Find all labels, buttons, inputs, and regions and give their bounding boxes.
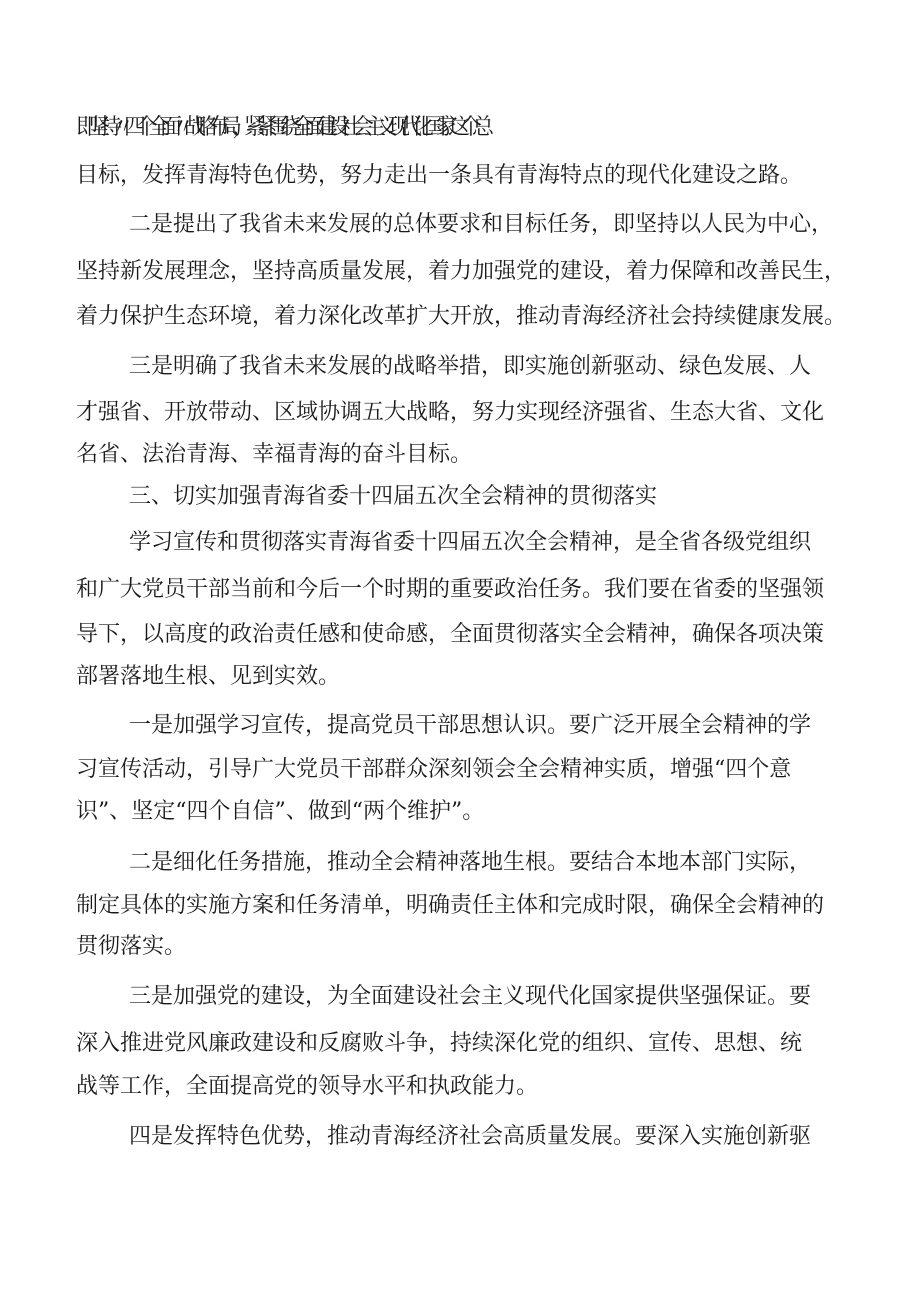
- paragraph-first-line: 三是加强党的建设，为全面建设社会主义现代化国家提供坚强保证。要: [129, 984, 812, 1009]
- section-heading: 三、切实加强青海省委十四届五次全会精神的贯彻落实: [129, 484, 658, 509]
- text-line: 导下，以高度的政治责任感和使命感，全面贯彻落实全会精神，确保各项决策: [76, 622, 825, 647]
- text-line: 目标，发挥青海特色优势，努力走出一条具有青海特点的现代化建设之路。: [76, 163, 803, 188]
- text-line: 习宣传活动，引导广大党员干部群众深刻领会全会精神实质，增强“四个意: [76, 757, 792, 782]
- text-line: 识”、坚定“四个自信”、做到“两个维护”。: [76, 799, 485, 824]
- paragraph-first-line: 学习宣传和贯彻落实青海省委十四届五次全会精神，是全省各级党组织: [129, 530, 812, 555]
- paragraph-first-line: 二是细化任务措施，推动全会精神落地生根。要结合本地本部门实际，: [129, 850, 812, 875]
- text-line: 才强省、开放带动、区域协调五大战略，努力实现经济强省、生态大省、文化: [76, 400, 825, 425]
- text-line: 着力保护生态环境，着力深化改革扩大开放，推动青海经济社会持续健康发展。: [76, 304, 847, 329]
- paragraph-first-line: 二是提出了我省未来发展的总体要求和目标任务，即坚持以人民为中心，: [129, 212, 834, 237]
- text-line: 坚持新发展理念，坚持高质量发展，着力加强党的建设，着力保障和改善民生，: [76, 259, 847, 284]
- paragraph-first-line: 三是明确了我省未来发展的战略举措，即实施创新驱动、绿色发展、人: [129, 354, 812, 379]
- paragraph-first-line: 四是发挥特色优势，推动青海经济社会高质量发展。要深入实施创新驱: [129, 1124, 812, 1149]
- text-line: 深入推进党风廉政建设和反腐败斗争，持续深化党的组织、宣传、思想、统: [76, 1031, 803, 1056]
- text-line: 制定具体的实施方案和任务清单，明确责任主体和完成时限，确保全会精神的: [76, 893, 825, 918]
- text-line: 即坚持〃四个全面〃战略布局，紧紧围绕全面建设社会主义现代化国家这个总: [76, 115, 485, 140]
- text-line: 和广大党员干部当前和今后一个时期的重要政治任务。我们要在省委的坚强领: [76, 577, 825, 602]
- text-line: 战等工作，全面提高党的领导水平和执政能力。: [76, 1074, 539, 1099]
- text-line: 贯彻落实。: [76, 934, 187, 959]
- text-line: 名省、法治青海、幸福青海的奋斗目标。: [76, 442, 473, 467]
- text-line: 部署落地生根、见到实效。: [76, 664, 341, 689]
- paragraph-first-line: 一是加强学习宣传，提高党员干部思想认识。要广泛开展全会精神的学: [129, 713, 812, 738]
